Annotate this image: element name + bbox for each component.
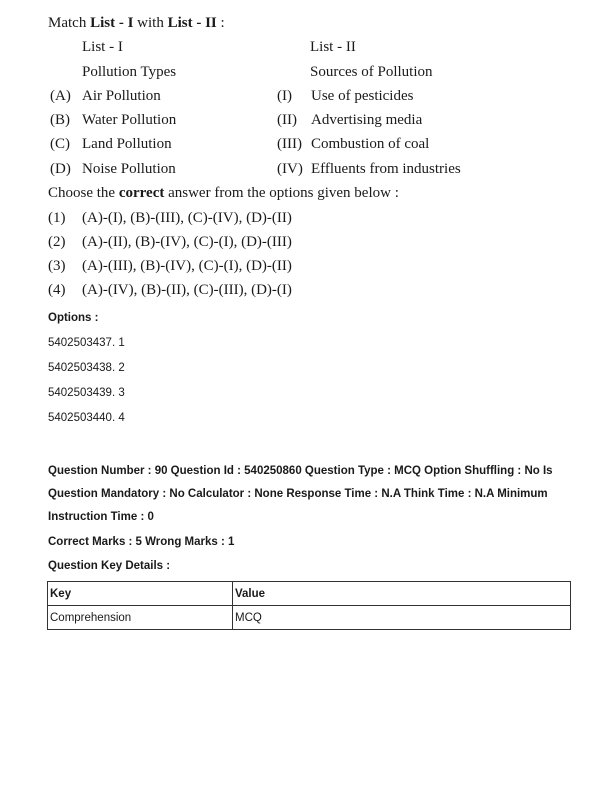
heading-list1: List - I xyxy=(90,15,134,31)
list1-item xyxy=(50,112,176,129)
item-text: Use of pesticides xyxy=(311,88,414,104)
item-text: Advertising media xyxy=(311,112,423,128)
answer-text: (A)-(II), (B)-(IV), (C)-(I), (D)-(III) xyxy=(82,234,292,250)
answer-text: (A)-(III), (B)-(IV), (C)-(I), (D)-(II) xyxy=(82,258,292,274)
question-meta-line3: Instruction Time : 0 xyxy=(48,511,154,523)
answer-num: (4) xyxy=(48,282,66,298)
table-header-value: Value xyxy=(233,582,571,606)
item-label: (I) xyxy=(277,88,292,104)
item-label: (C) xyxy=(50,136,70,152)
option-id: 5402503440. 4 xyxy=(48,412,125,424)
item-text: Combustion of coal xyxy=(311,136,430,152)
answer-num: (2) xyxy=(48,234,66,250)
list1-header: List - I xyxy=(82,39,123,55)
heading-list2: List - II xyxy=(167,15,217,31)
table-header-key: Key xyxy=(48,582,233,606)
list2-header: List - II xyxy=(310,39,356,55)
item-label: (D) xyxy=(50,161,71,177)
list2-item xyxy=(277,112,422,129)
key-details-table xyxy=(47,581,571,630)
options-label: Options : xyxy=(48,312,99,324)
question-heading xyxy=(48,15,225,32)
answer-option xyxy=(48,210,292,227)
question-meta-line1: Question Number : 90 Question Id : 540250860 Question Type : MCQ Option Shuffling : No Is xyxy=(48,465,553,477)
table-cell-value: MCQ xyxy=(233,606,571,630)
answer-option xyxy=(48,258,292,275)
choose-post: answer from the options given below : xyxy=(164,185,399,201)
answer-num: (3) xyxy=(48,258,66,274)
list2-item xyxy=(277,136,429,153)
list2-subheader: Sources of Pollution xyxy=(310,64,433,80)
answer-text: (A)-(I), (B)-(III), (C)-(IV), (D)-(II) xyxy=(82,210,292,226)
list2-item xyxy=(277,161,461,178)
heading-mid: with xyxy=(133,15,168,31)
item-label: (A) xyxy=(50,88,71,104)
answer-option xyxy=(48,282,292,299)
answer-text: (A)-(IV), (B)-(II), (C)-(III), (D)-(I) xyxy=(82,282,292,298)
option-id: 5402503437. 1 xyxy=(48,337,125,349)
choose-pre: Choose the xyxy=(48,185,119,201)
question-meta-line2: Question Mandatory : No Calculator : None Response Time : N.A Think Time : N.A Minimum xyxy=(48,488,548,500)
answer-option xyxy=(48,234,292,251)
list1-subheader: Pollution Types xyxy=(82,64,177,80)
table-row xyxy=(48,606,571,630)
item-text: Effluents from industries xyxy=(311,161,461,177)
heading-prefix: Match xyxy=(48,15,91,31)
answer-num: (1) xyxy=(48,210,66,226)
heading-suffix: : xyxy=(216,15,225,31)
table-header-row xyxy=(48,582,571,606)
option-id: 5402503438. 2 xyxy=(48,362,125,374)
choose-bold: correct xyxy=(118,185,165,201)
key-details-label: Question Key Details : xyxy=(48,560,171,572)
item-label: (B) xyxy=(50,112,70,128)
item-text: Noise Pollution xyxy=(82,161,176,177)
table-cell-key: Comprehension xyxy=(48,606,233,630)
item-text: Air Pollution xyxy=(82,88,161,104)
item-label: (III) xyxy=(277,136,302,152)
list2-item xyxy=(277,88,413,105)
list1-item xyxy=(50,136,172,153)
item-text: Water Pollution xyxy=(82,112,177,128)
list1-item xyxy=(50,161,176,178)
item-label: (IV) xyxy=(277,161,303,177)
option-id: 5402503439. 3 xyxy=(48,387,125,399)
choose-instruction xyxy=(48,185,399,202)
item-label: (II) xyxy=(277,112,297,128)
marks-line: Correct Marks : 5 Wrong Marks : 1 xyxy=(48,536,235,548)
list1-item xyxy=(50,88,161,105)
item-text: Land Pollution xyxy=(82,136,172,152)
